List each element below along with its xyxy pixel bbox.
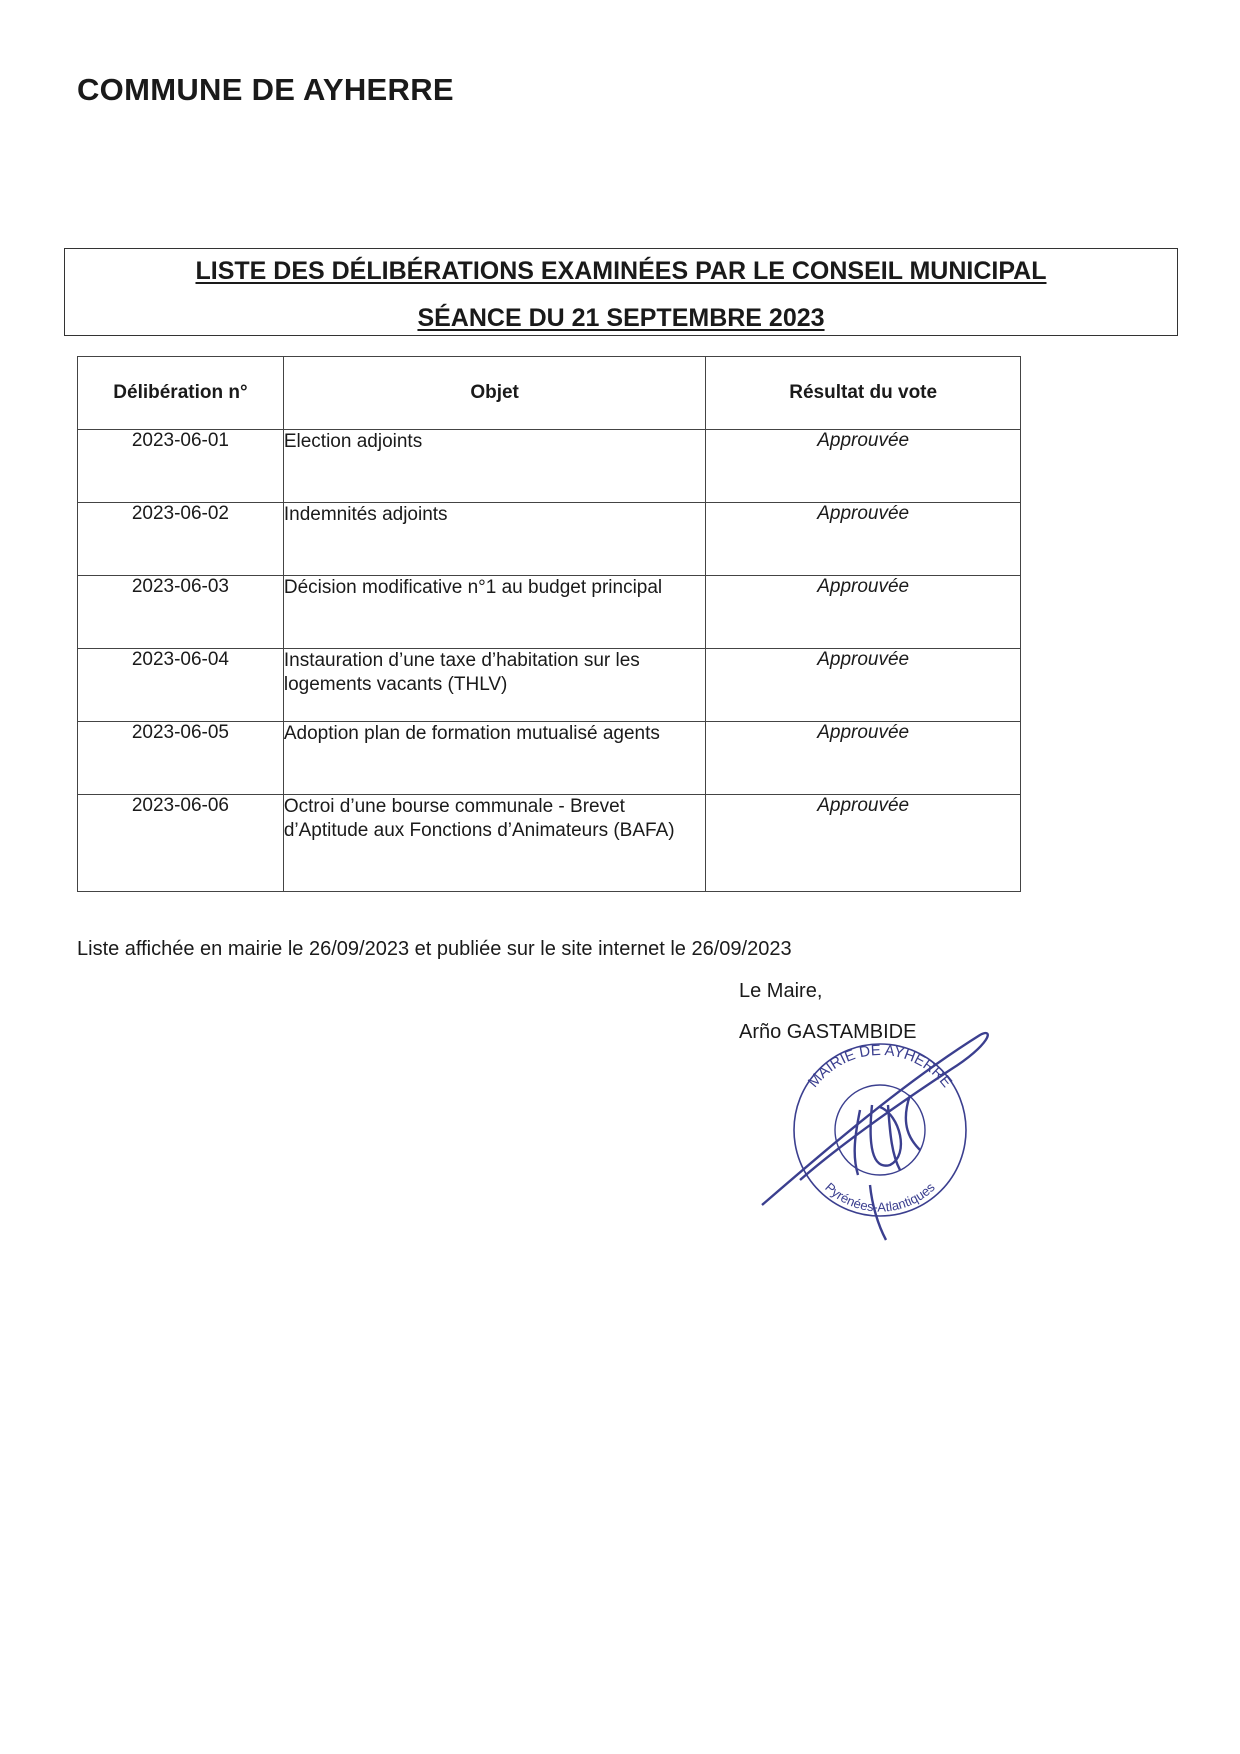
mairie-stamp-and-signature (760, 1015, 1000, 1255)
row-resultat: Approuvée (706, 649, 1021, 722)
table-row (78, 795, 1021, 892)
table-row (78, 430, 1021, 503)
row-objet: Indemnités adjoints (283, 503, 706, 576)
maire-name: Arño GASTAMBIDE (739, 1021, 917, 1043)
stamp-bottom-text: Pyrénées-Atlantiques (822, 1179, 938, 1215)
deliberations-table (77, 356, 1021, 892)
row-numero: 2023-06-04 (78, 649, 284, 722)
row-resultat: Approuvée (706, 795, 1021, 892)
table-header-row (78, 357, 1021, 430)
row-resultat: Approuvée (706, 576, 1021, 649)
stamp-top-text: MAIRIE DE AYHERRE (804, 1041, 956, 1091)
row-resultat: Approuvée (706, 503, 1021, 576)
document-title: LISTE DES DÉLIBÉRATIONS EXAMINÉES PAR LE CONSEIL MUNICIPAL (195, 257, 1047, 285)
row-resultat: Approuvée (706, 722, 1021, 795)
table-row (78, 722, 1021, 795)
row-objet: Instauration d’une taxe d’habitation sur les logements vacants (THLV) (283, 649, 706, 722)
header-objet: Objet (283, 357, 706, 430)
title-box (64, 248, 1178, 336)
row-numero: 2023-06-03 (78, 576, 284, 649)
table-row (78, 503, 1021, 576)
row-resultat: Approuvée (706, 430, 1021, 503)
row-objet: Octroi d’une bourse communale - Brevet d’Aptitude aux Fonctions d’Animateurs (BAFA) (283, 795, 706, 892)
header-numero: Délibération n° (78, 357, 284, 430)
row-objet: Election adjoints (283, 430, 706, 503)
row-numero: 2023-06-02 (78, 503, 284, 576)
stamp-inner-ring (835, 1085, 925, 1175)
signature-stroke (762, 1033, 988, 1240)
row-numero: 2023-06-06 (78, 795, 284, 892)
commune-name: COMMUNE DE AYHERRE (77, 72, 454, 107)
publication-notice: Liste affichée en mairie le 26/09/2023 et publiée sur le site internet le 26/09/2023 (77, 938, 792, 960)
table-row (78, 649, 1021, 722)
row-objet: Décision modificative n°1 au budget principal (283, 576, 706, 649)
header-resultat: Résultat du vote (706, 357, 1021, 430)
maire-label: Le Maire, (739, 980, 823, 1002)
row-numero: 2023-06-05 (78, 722, 284, 795)
row-numero: 2023-06-01 (78, 430, 284, 503)
table-row (78, 576, 1021, 649)
session-date: SÉANCE DU 21 SEPTEMBRE 2023 (417, 304, 825, 332)
row-objet: Adoption plan de formation mutualisé agents (283, 722, 706, 795)
